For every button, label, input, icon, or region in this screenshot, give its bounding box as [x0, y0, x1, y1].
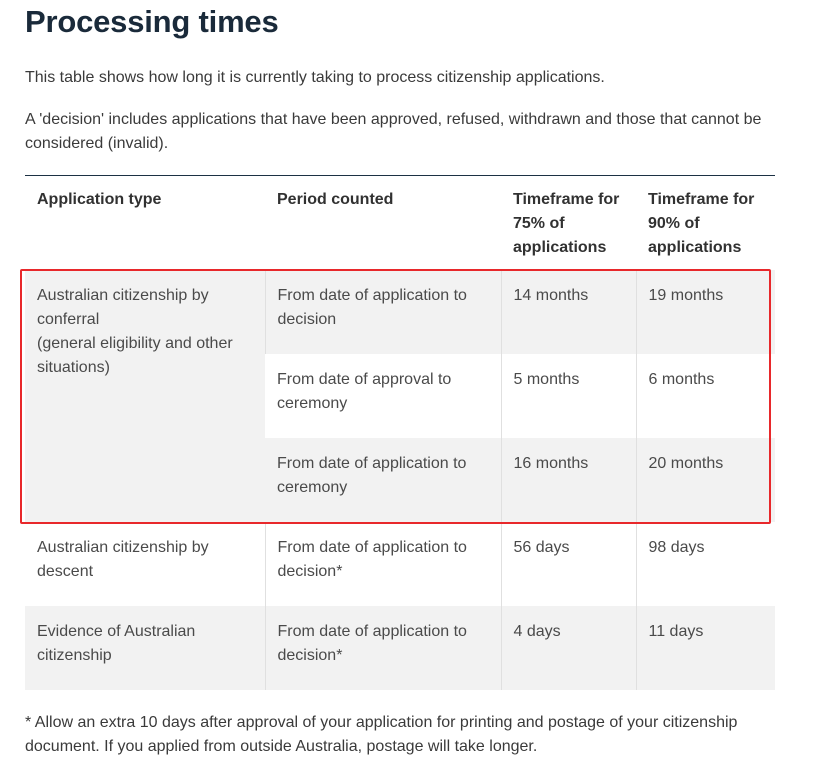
timeframe-75-cell: 4 days [501, 606, 636, 690]
processing-times-table [25, 175, 775, 690]
period-cell: From date of application to ceremony [265, 438, 501, 522]
table-header-row [25, 176, 775, 271]
timeframe-90-cell: 11 days [636, 606, 775, 690]
timeframe-90-cell: 98 days [636, 522, 775, 606]
footnote: * Allow an extra 10 days after approval of your application for printing and postage of your citizenship document. If you applied from outside Australia, postage will take longer. [25, 714, 738, 755]
header-timeframe-90: Timeframe for 90% of applications [648, 191, 764, 256]
decision-note: A 'decision' includes applications that have been approved, refused, withdrawn and those that cannot be considered (invalid). [25, 111, 762, 152]
timeframe-75-cell: 14 months [501, 270, 636, 354]
timeframe-75-cell: 56 days [501, 522, 636, 606]
timeframe-75-cell: 5 months [501, 354, 636, 438]
period-cell: From date of application to decision* [265, 606, 501, 690]
conferral-type-cell [25, 270, 265, 522]
page-title: Processing times [25, 4, 279, 39]
table-row [25, 522, 775, 606]
header-period-counted: Period counted [277, 191, 394, 208]
conferral-type-subtitle: (general eligibility and other situations) [37, 335, 233, 376]
evidence-type-cell: Evidence of Australian citizenship [25, 606, 265, 690]
intro-text: This table shows how long it is currently taking to process citizenship applications. [25, 69, 605, 86]
header-application-type: Application type [37, 191, 162, 208]
descent-type-cell: Australian citizenship by descent [25, 522, 265, 606]
timeframe-90-cell: 19 months [636, 270, 775, 354]
content [25, 0, 775, 664]
period-cell: From date of approval to ceremony [265, 354, 501, 438]
timeframe-90-cell: 20 months [636, 438, 775, 522]
conferral-type-title: Australian citizenship by conferral [37, 287, 209, 328]
table-row [25, 606, 775, 690]
period-cell: From date of application to decision* [265, 522, 501, 606]
header-timeframe-75: Timeframe for 75% of applications [513, 191, 620, 256]
timeframe-75-cell: 16 months [501, 438, 636, 522]
timeframe-90-cell: 6 months [636, 354, 775, 438]
table-row [25, 270, 775, 354]
period-cell: From date of application to decision [265, 270, 501, 354]
